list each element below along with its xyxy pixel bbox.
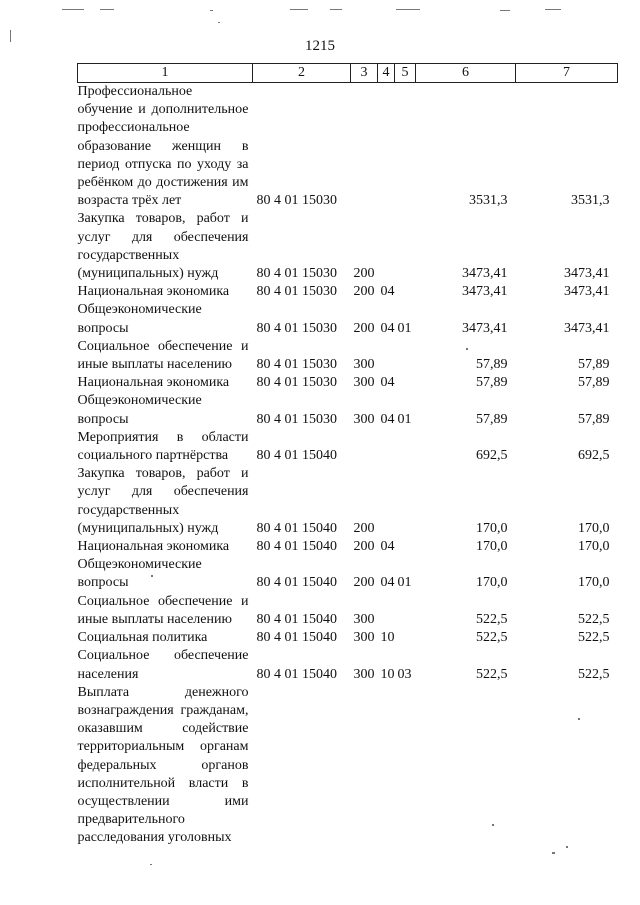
cell-rz <box>378 210 395 283</box>
cell-name: Национальная экономика <box>77 539 230 555</box>
cell-rz <box>378 338 395 374</box>
table-row <box>78 593 618 629</box>
cell-sum2: 522,5 <box>578 611 610 627</box>
cell-sum1: 170,0 <box>476 520 508 536</box>
cell-vr: 200 <box>353 284 375 300</box>
cell-rz: 04 <box>380 539 395 555</box>
cell-name: Закупка товаров, работ и услуг для обеспечения государственных (муниципальных) нужд <box>77 211 249 282</box>
cell-pr <box>395 593 416 629</box>
cell-code: 80 4 01 15040 <box>256 448 337 464</box>
cell-name: Национальная экономика <box>77 375 230 391</box>
column-header: 3 <box>351 64 378 83</box>
cell-vr: 300 <box>353 666 375 682</box>
cell-code: 80 4 01 15030 <box>256 193 337 209</box>
cell-rz: 04 <box>380 320 395 336</box>
table-row <box>78 374 618 392</box>
cell-vr <box>351 684 378 848</box>
cell-name: Национальная экономика <box>77 284 230 300</box>
cell-sum2: 57,89 <box>578 375 610 391</box>
cell-code: 80 4 01 15030 <box>256 411 337 427</box>
cell-sum1: 3473,41 <box>462 284 508 300</box>
cell-rz <box>378 83 395 211</box>
cell-code: 80 4 01 15030 <box>256 357 337 373</box>
cell-name: Социальное обеспечение населения <box>77 648 249 682</box>
cell-rz <box>378 429 395 465</box>
table-row <box>78 556 618 592</box>
page-number: 1215 <box>305 38 335 54</box>
cell-sum2: 170,0 <box>578 575 610 591</box>
cell-pr <box>395 374 416 392</box>
cell-code: 80 4 01 15030 <box>256 266 337 282</box>
column-header: 6 <box>416 64 516 83</box>
cell-sum1: 3531,3 <box>469 193 508 209</box>
table-row <box>78 283 618 301</box>
cell-code: 80 4 01 15030 <box>256 375 337 391</box>
cell-name: Общеэкономические вопросы <box>77 302 202 336</box>
cell-sum1: 170,0 <box>476 575 508 591</box>
cell-sum2: 57,89 <box>578 357 610 373</box>
cell-pr <box>395 629 416 647</box>
cell-sum2: 3531,3 <box>571 193 610 209</box>
cell-vr <box>351 429 378 465</box>
cell-vr: 300 <box>353 375 375 391</box>
column-header: 7 <box>516 64 618 83</box>
cell-pr: 01 <box>397 411 412 427</box>
cell-name: Общеэкономические вопросы <box>77 557 202 591</box>
cell-code: 80 4 01 15030 <box>256 320 337 336</box>
cell-sum2: 57,89 <box>578 411 610 427</box>
table-row <box>78 684 618 848</box>
cell-sum1: 57,89 <box>476 411 508 427</box>
cell-sum1: 170,0 <box>476 539 508 555</box>
cell-sum2: 170,0 <box>578 539 610 555</box>
budget-table <box>77 63 618 848</box>
cell-code: 80 4 01 15040 <box>256 575 337 591</box>
cell-rz <box>378 465 395 538</box>
cell-sum2: 522,5 <box>578 666 610 682</box>
cell-sum2: 3473,41 <box>564 320 610 336</box>
table-row <box>78 301 618 337</box>
cell-sum1: 522,5 <box>476 666 508 682</box>
cell-pr <box>395 465 416 538</box>
cell-sum1: 692,5 <box>476 448 508 464</box>
cell-pr: 01 <box>397 320 412 336</box>
cell-code: 80 4 01 15040 <box>256 630 337 646</box>
cell-code <box>253 684 351 848</box>
cell-vr: 300 <box>353 611 375 627</box>
cell-pr <box>395 684 416 848</box>
column-header-row <box>78 64 618 83</box>
table-row <box>78 338 618 374</box>
table-row <box>78 83 618 211</box>
cell-pr <box>395 83 416 211</box>
cell-vr: 300 <box>353 357 375 373</box>
cell-sum1: 57,89 <box>476 357 508 373</box>
cell-code: 80 4 01 15040 <box>256 611 337 627</box>
table-row <box>78 392 618 428</box>
table-row <box>78 629 618 647</box>
cell-name: Социальное обеспечение и иные выплаты населению <box>77 593 249 627</box>
cell-pr <box>395 429 416 465</box>
cell-pr: 03 <box>397 666 412 682</box>
cell-sum1: 57,89 <box>476 375 508 391</box>
cell-code: 80 4 01 15040 <box>256 666 337 682</box>
cell-sum2: 3473,41 <box>564 266 610 282</box>
cell-sum1: 3473,41 <box>462 320 508 336</box>
cell-rz <box>378 593 395 629</box>
cell-rz: 10 <box>380 666 395 682</box>
cell-sum2: 692,5 <box>578 448 610 464</box>
cell-code: 80 4 01 15030 <box>256 284 337 300</box>
cell-pr <box>395 338 416 374</box>
cell-sum2 <box>516 684 618 848</box>
cell-sum1: 522,5 <box>476 630 508 646</box>
cell-name: Мероприятия в области социального партнёрства <box>77 429 249 464</box>
cell-vr: 200 <box>353 266 375 282</box>
cell-sum2: 3473,41 <box>564 284 610 300</box>
cell-vr: 200 <box>353 575 375 591</box>
cell-pr <box>395 210 416 283</box>
cell-name: Профессиональное обучение и дополнительное профессиональное образование женщин в период отпуска по уходу за ребёнком до достижения им возраста трёх лет <box>77 84 249 209</box>
cell-name: Социальное обеспечение и иные выплаты населению <box>77 338 249 373</box>
cell-rz <box>378 684 395 848</box>
cell-pr <box>395 283 416 301</box>
column-header: 1 <box>78 64 253 83</box>
table-row <box>78 465 618 538</box>
cell-sum2: 522,5 <box>578 630 610 646</box>
cell-sum1: 3473,41 <box>462 266 508 282</box>
column-header: 2 <box>253 64 351 83</box>
cell-pr: 01 <box>397 575 412 591</box>
table-body <box>78 83 618 848</box>
table-row <box>78 429 618 465</box>
cell-vr: 200 <box>353 539 375 555</box>
cell-vr: 200 <box>353 320 375 336</box>
cell-name: Социальная политика <box>77 630 208 646</box>
cell-rz: 04 <box>380 284 395 300</box>
cell-vr: 300 <box>353 411 375 427</box>
cell-rz: 04 <box>380 575 395 591</box>
cell-sum2: 170,0 <box>578 520 610 536</box>
cell-code: 80 4 01 15040 <box>256 539 337 555</box>
cell-rz: 04 <box>380 411 395 427</box>
cell-name: Общеэкономические вопросы <box>77 393 202 427</box>
cell-pr <box>395 538 416 556</box>
cell-vr: 300 <box>353 630 375 646</box>
cell-vr: 200 <box>353 520 375 536</box>
table-row <box>78 210 618 283</box>
table-row <box>78 647 618 683</box>
cell-rz: 04 <box>380 375 395 391</box>
column-header: 5 <box>395 64 416 83</box>
cell-rz: 10 <box>380 630 395 646</box>
table-row <box>78 538 618 556</box>
cell-name: Выплата денежного вознаграждения гражданам, оказавшим содействие территориальным органам федеральных органов исполнительной власти в осуществлении ими предварительного расследования уголовных <box>77 684 249 846</box>
column-header: 4 <box>378 64 395 83</box>
cell-code: 80 4 01 15040 <box>256 520 337 536</box>
cell-sum1 <box>416 684 516 848</box>
cell-vr <box>351 83 378 211</box>
cell-name: Закупка товаров, работ и услуг для обеспечения государственных (муниципальных) нужд <box>77 466 249 536</box>
cell-sum1: 522,5 <box>476 611 508 627</box>
